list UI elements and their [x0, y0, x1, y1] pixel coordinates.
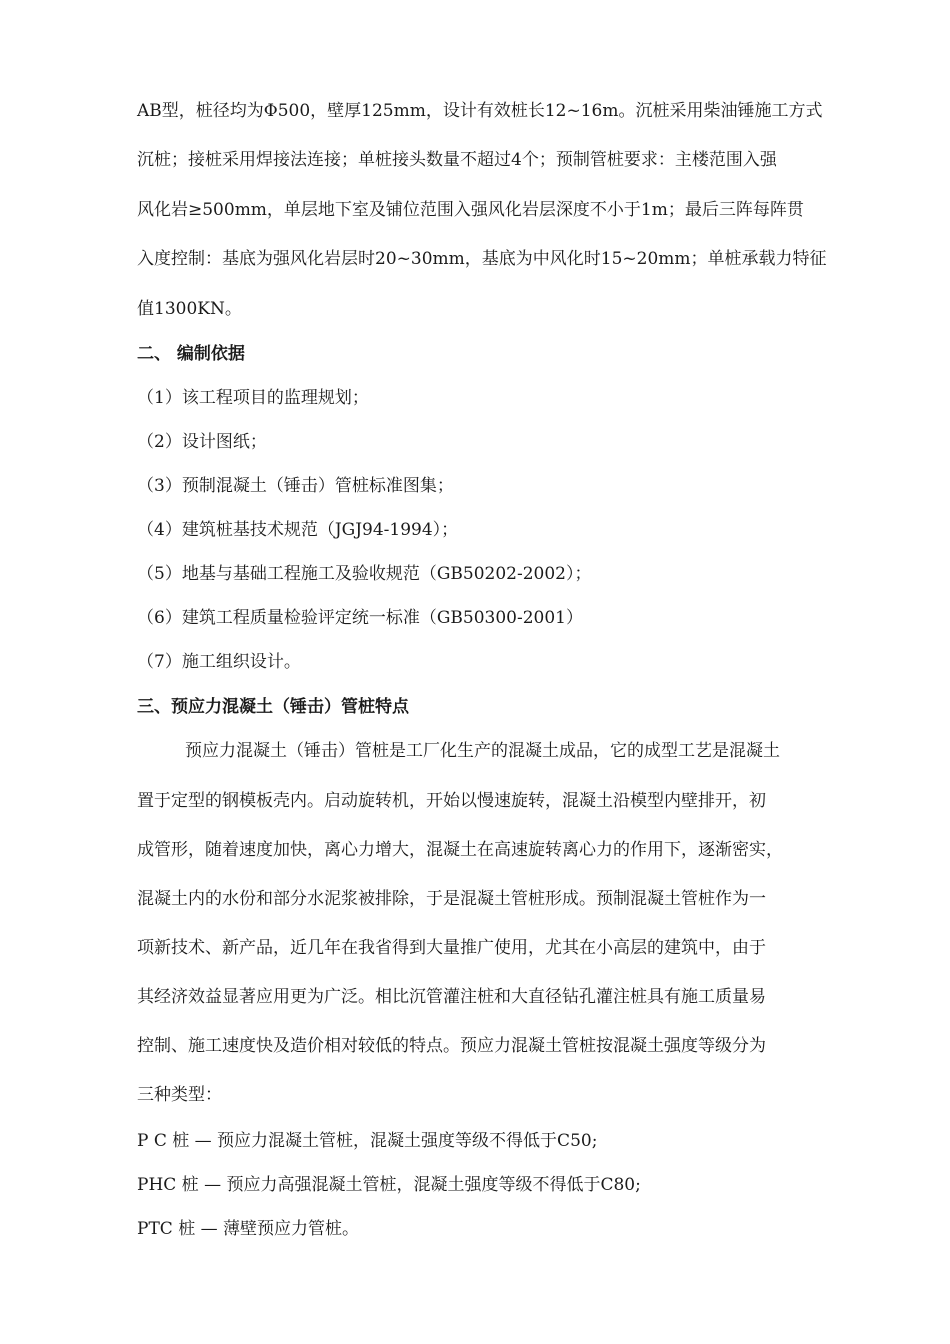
- paragraph-line: 混凝土内的水份和部分水泥浆被排除，于是混凝土管桩形成。预制混凝土管桩作为一: [137, 889, 766, 909]
- intro-line: 沉桩；接桩采用焊接法连接；单桩接头数量不超过4个；预制管桩要求：主楼范围入强: [137, 150, 777, 170]
- paragraph-line: 三种类型：: [137, 1085, 222, 1105]
- pile-type-item: PHC 桩 — 预应力高强混凝土管桩，混凝土强度等级不得低于C80;: [137, 1175, 641, 1195]
- intro-line: 值1300KN。: [137, 299, 242, 319]
- section-heading-features: 三、预应力混凝土（锤击）管桩特点: [137, 697, 409, 717]
- intro-line: 风化岩≥500mm，单层地下室及铺位范围入强风化岩层深度不小于1m；最后三阵每阵贯: [137, 200, 804, 220]
- paragraph-line: 其经济效益显著应用更为广泛。相比沉管灌注桩和大直径钻孔灌注桩具有施工质量易: [137, 987, 766, 1007]
- intro-line: 入度控制：基底为强风化岩层时20~30mm，基底为中风化时15~20mm；单桩承载力特征: [137, 249, 827, 269]
- pile-type-item: PTC 桩 — 薄壁预应力管桩。: [137, 1219, 359, 1239]
- list-item: （4）建筑桩基技术规范（JGJ94-1994）；: [137, 520, 459, 540]
- list-item: （6）建筑工程质量检验评定统一标准（GB50300-2001）: [137, 608, 583, 628]
- section-heading-basis: 二、 编制依据: [137, 344, 245, 364]
- list-item: （5）地基与基础工程施工及验收规范（GB50202-2002）；: [137, 564, 592, 584]
- list-item: （2）设计图纸；: [137, 432, 267, 452]
- paragraph-line: 预应力混凝土（锤击）管桩是工厂化生产的混凝土成品，它的成型工艺是混凝土: [185, 741, 780, 761]
- paragraph-line: 置于定型的钢模板壳内。启动旋转机，开始以慢速旋转，混凝土沿模型内壁排开，初: [137, 791, 766, 811]
- list-item: （3）预制混凝土（锤击）管桩标准图集；: [137, 476, 454, 496]
- paragraph-line: 成管形，随着速度加快，离心力增大，混凝土在高速旋转离心力的作用下，逐渐密实，: [137, 840, 783, 860]
- list-item: （7）施工组织设计。: [137, 652, 301, 672]
- list-item: （1）该工程项目的监理规划；: [137, 388, 369, 408]
- paragraph-line: 项新技术、新产品，近几年在我省得到大量推广使用，尤其在小高层的建筑中，由于: [137, 938, 766, 958]
- paragraph-line: 控制、施工速度快及造价相对较低的特点。预应力混凝土管桩按混凝土强度等级分为: [137, 1036, 766, 1056]
- pile-type-item: P C 桩 — 预应力混凝土管桩，混凝土强度等级不得低于C50;: [137, 1131, 598, 1151]
- intro-line: AB型，桩径均为Φ500，壁厚125mm，设计有效桩长12~16m。沉桩采用柴油锤施工方式: [137, 101, 823, 121]
